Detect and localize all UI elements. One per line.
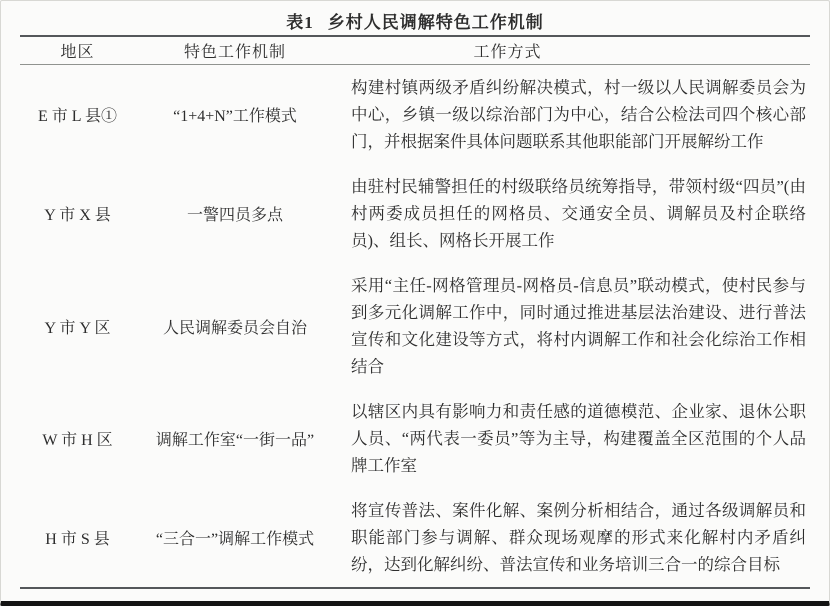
table-row (20, 164, 810, 263)
table-title: 乡村人民调解特色工作机制 (327, 13, 544, 32)
mechanism-cell: “三合一”调解工作模式 (155, 531, 315, 548)
table-number: 表1 (286, 13, 314, 32)
region-cell: W 市 H 区 (42, 432, 113, 449)
region-cell: Y 市 X 县 (44, 207, 111, 224)
table-caption (1, 1, 829, 35)
method-cell: 将宣传普法、案件化解、案例分析相结合，通过各级调解员和职能部门参与调解、群众现场观摩的形式来化解村内矛盾纠纷，达到化解纠纷、普法宣传和业务培训三合一的综合目标 (351, 501, 806, 574)
region-cell: H 市 S 县 (45, 531, 110, 548)
mechanism-cell: 一警四员多点 (186, 207, 283, 224)
table-row (20, 65, 810, 164)
method-cell: 构建村镇两级矛盾纠纷解决模式，村一级以人民调解委员会为中心，乡镇一级以综治部门为中心，结合公检法司四个核心部门，并根据案件具体问题联系其他职能部门开展解纷工作 (351, 78, 806, 151)
region-cell: E 市 L 县① (38, 108, 117, 125)
table-row (20, 263, 810, 389)
mechanism-cell: “1+4+N”工作模式 (173, 108, 297, 125)
mechanism-cell: 人民调解委员会自治 (162, 319, 307, 337)
method-cell: 以辖区内具有影响力和责任感的道德模范、企业家、退休公职人员、“两代表一委员”等为主导，构建覆盖全区范围的个人品牌工作室 (351, 402, 806, 475)
region-cell: Y 市 Y 区 (44, 319, 111, 337)
method-cell: 采用“主任-网格管理员-网格员-信息员”联动模式，使村民参与到多元化调解工作中，同时通过推进基层法治建设、进行普法宣传和文化建设等方式，将村内调解工作和社会化综治工作相结合 (351, 276, 806, 376)
table-header-row (20, 35, 810, 65)
table-body (20, 65, 810, 589)
header-region: 地区 (60, 44, 95, 61)
header-method: 工作方式 (473, 44, 542, 61)
table-row (20, 389, 810, 488)
table-row (20, 488, 810, 587)
header-mechanism: 特色工作机制 (183, 44, 286, 61)
mediation-table (20, 35, 810, 589)
method-cell: 由驻村民辅警担任的村级联络员统筹指导，带领村级“四员”(由村两委成员担任的网格员、交通安全员、调解员及村企联络员)、组长、网格长开展工作 (351, 177, 806, 250)
mechanism-cell: 调解工作室“一街一品” (155, 432, 315, 449)
